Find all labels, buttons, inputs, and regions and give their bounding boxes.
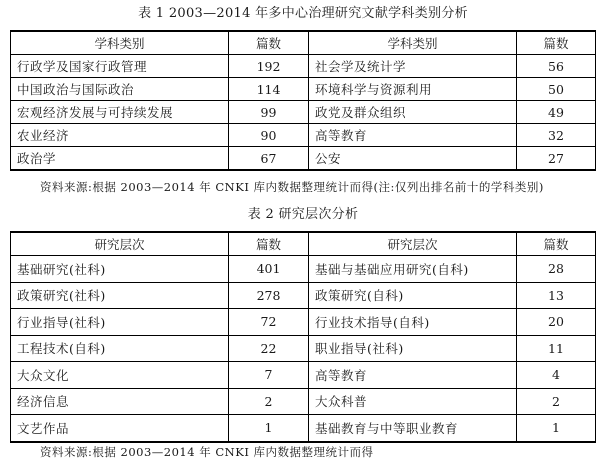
table2-cell: 2: [229, 388, 309, 415]
table-row: [11, 256, 596, 283]
table2-cell: 11: [517, 335, 596, 362]
table-row: [11, 415, 596, 442]
table-row: [11, 147, 596, 171]
table2-cell: 经济信息: [11, 388, 229, 415]
table-row: [11, 282, 596, 309]
table-row: [11, 335, 596, 362]
table2-cell: 基础与基础应用研究(自科): [309, 256, 517, 283]
table1: [10, 30, 596, 171]
table2-cell: 22: [229, 335, 309, 362]
table1-cell: 99: [229, 101, 309, 124]
table1-cell: 农业经济: [11, 124, 229, 147]
table1-header-count-left: 篇数: [229, 31, 309, 55]
table2-header-count-right: 篇数: [517, 232, 596, 256]
table2-cell: 基础研究(社科): [11, 256, 229, 283]
table2-cell: 7: [229, 362, 309, 389]
table2-source-note: 资料来源:根据 2003—2014 年 CNKI 库内数据整理统计而得: [40, 445, 374, 459]
table1-cell: 56: [517, 55, 596, 78]
table2-cell: 72: [229, 309, 309, 336]
table2-cell: 13: [517, 282, 596, 309]
table2-cell: 政策研究(社科): [11, 282, 229, 309]
table2-cell: 4: [517, 362, 596, 389]
table2-cell: 1: [517, 415, 596, 442]
table2-cell: 工程技术(自科): [11, 335, 229, 362]
table1-header-category-left: 学科类别: [11, 31, 229, 55]
table2-caption: 表 2 研究层次分析: [247, 207, 359, 222]
table-row: [11, 388, 596, 415]
table1-header-count-right: 篇数: [517, 31, 596, 55]
table2-header-row: [11, 232, 596, 256]
table1-cell: 32: [517, 124, 596, 147]
table2-cell: 大众文化: [11, 362, 229, 389]
table1-cell: 社会学及统计学: [309, 55, 517, 78]
table2-header-count-left: 篇数: [229, 232, 309, 256]
table1-cell: 行政学及国家行政管理: [11, 55, 229, 78]
table-row: [11, 78, 596, 101]
table2-cell: 大众科普: [309, 388, 517, 415]
table2-cell: 20: [517, 309, 596, 336]
table1-cell: 政治学: [11, 147, 229, 171]
table1-cell: 114: [229, 78, 309, 101]
table1-cell: 环境科学与资源利用: [309, 78, 517, 101]
table2-cell: 文艺作品: [11, 415, 229, 442]
table1-cell: 中国政治与国际政治: [11, 78, 229, 101]
table1-source-note: 资料来源:根据 2003—2014 年 CNKI 库内数据整理统计而得(注:仅列出排名前十的学科类别): [40, 180, 544, 194]
table2-cell: 401: [229, 256, 309, 283]
table2-cell: 1: [229, 415, 309, 442]
table2-header-level-left: 研究层次: [11, 232, 229, 256]
table2-cell: 职业指导(社科): [309, 335, 517, 362]
table1-cell: 67: [229, 147, 309, 171]
table-row: [11, 101, 596, 124]
table2-header-level-right: 研究层次: [309, 232, 517, 256]
table1-cell: 高等教育: [309, 124, 517, 147]
table-row: [11, 362, 596, 389]
table1-header-row: [11, 31, 596, 55]
table1-cell: 49: [517, 101, 596, 124]
table2-cell: 高等教育: [309, 362, 517, 389]
table2-cell: 基础教育与中等职业教育: [309, 415, 517, 442]
table-row: [11, 55, 596, 78]
table1-cell: 宏观经济发展与可持续发展: [11, 101, 229, 124]
table1-header-category-right: 学科类别: [309, 31, 517, 55]
table1-caption: 表 1 2003—2014 年多中心治理研究文献学科类别分析: [138, 6, 468, 21]
table2-cell: 28: [517, 256, 596, 283]
table2-cell: 2: [517, 388, 596, 415]
table2-cell: 政策研究(自科): [309, 282, 517, 309]
table-row: [11, 124, 596, 147]
table2-cell: 行业技术指导(自科): [309, 309, 517, 336]
table2: [10, 231, 596, 443]
table2-cell: 278: [229, 282, 309, 309]
table-row: [11, 309, 596, 336]
table1-cell: 政党及群众组织: [309, 101, 517, 124]
table1-cell: 192: [229, 55, 309, 78]
table1-cell: 50: [517, 78, 596, 101]
table2-cell: 行业指导(社科): [11, 309, 229, 336]
table1-cell: 27: [517, 147, 596, 171]
table1-cell: 公安: [309, 147, 517, 171]
table1-cell: 90: [229, 124, 309, 147]
